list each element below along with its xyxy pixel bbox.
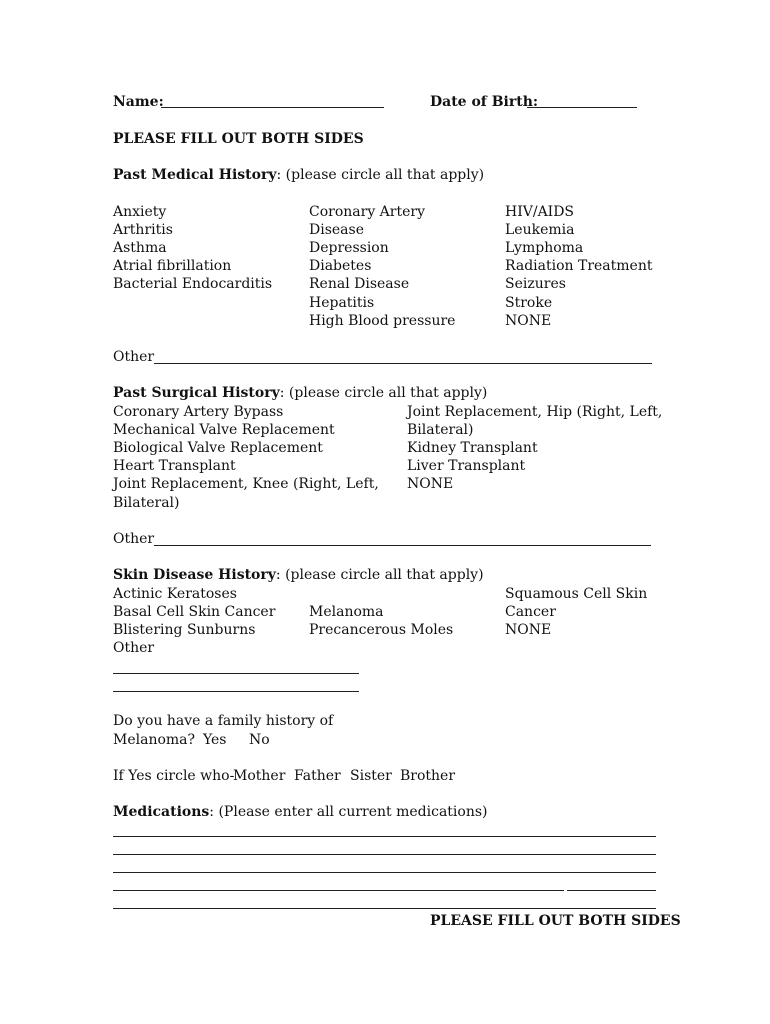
family-who-sister[interactable]: Sister — [350, 768, 392, 784]
skin-heading — [113, 566, 484, 584]
medical-option[interactable]: Lymphoma — [505, 240, 584, 256]
medical-option[interactable]: High Blood pressure — [309, 313, 456, 329]
surgical-option-continued[interactable]: Bilateral) — [407, 422, 474, 438]
family-no-option[interactable]: No — [249, 732, 270, 748]
family-question-line2: Melanoma? — [113, 732, 196, 748]
surgical-title: Past Surgical History — [113, 385, 280, 401]
family-who-father[interactable]: Father — [294, 768, 341, 784]
family-yes-option[interactable]: Yes — [203, 732, 227, 748]
skin-option[interactable]: Basal Cell Skin Cancer — [113, 604, 276, 620]
medical-option[interactable]: Radiation Treatment — [505, 258, 653, 274]
surgical-option-continued[interactable]: Bilateral) — [113, 495, 180, 511]
medical-heading — [113, 166, 484, 184]
surgical-option[interactable]: Joint Replacement, Hip (Right, Left, — [407, 404, 663, 420]
skin-other-field-1[interactable] — [113, 673, 359, 674]
medications-line-1[interactable] — [113, 836, 656, 837]
medical-option[interactable]: NONE — [505, 313, 552, 329]
surgical-option[interactable]: Joint Replacement, Knee (Right, Left, — [113, 476, 379, 492]
skin-option[interactable]: Melanoma — [309, 604, 384, 620]
medical-other-field[interactable] — [154, 363, 652, 364]
medications-line-2[interactable] — [113, 854, 656, 855]
skin-other-label: Other — [113, 640, 155, 656]
skin-option[interactable]: Precancerous Moles — [309, 622, 454, 638]
medical-option[interactable]: Depression — [309, 240, 389, 256]
surgical-heading — [113, 384, 487, 402]
medical-option[interactable]: Atrial fibrillation — [113, 258, 232, 274]
medications-instruction: : (Please enter all current medications) — [209, 804, 488, 820]
medical-option[interactable]: Leukemia — [505, 222, 575, 238]
family-question: Do you have a family history of — [113, 713, 334, 729]
skin-option[interactable]: NONE — [505, 622, 552, 638]
surgical-other-label: Other — [113, 531, 155, 547]
surgical-other-field[interactable] — [154, 545, 651, 546]
medical-option[interactable]: Seizures — [505, 276, 566, 292]
medications-heading — [113, 803, 488, 821]
family-who-mother[interactable]: Mother — [233, 768, 286, 784]
skin-option[interactable]: Actinic Keratoses — [113, 586, 237, 602]
family-who-label: If Yes circle who- — [113, 768, 235, 784]
surgical-option[interactable]: Coronary Artery Bypass — [113, 404, 284, 420]
medical-option[interactable]: Diabetes — [309, 258, 372, 274]
dob-field[interactable] — [527, 107, 637, 108]
medical-option[interactable]: Stroke — [505, 295, 553, 311]
medical-option[interactable]: Hepatitis — [309, 295, 375, 311]
surgical-option[interactable]: Liver Transplant — [407, 458, 526, 474]
skin-option[interactable]: Squamous Cell Skin — [505, 586, 648, 602]
notice-bottom: PLEASE FILL OUT BOTH SIDES — [430, 913, 681, 929]
surgical-option[interactable]: Biological Valve Replacement — [113, 440, 323, 456]
medical-instruction: : (please circle all that apply) — [276, 167, 485, 183]
skin-instruction: : (please circle all that apply) — [275, 567, 484, 583]
name-field[interactable] — [161, 107, 384, 108]
family-who-brother[interactable]: Brother — [400, 768, 456, 784]
surgical-option[interactable]: Heart Transplant — [113, 458, 236, 474]
skin-option-continued[interactable]: Cancer — [505, 604, 556, 620]
medical-option[interactable]: Coronary Artery — [309, 204, 425, 220]
name-label: Name: — [113, 94, 164, 110]
medical-option[interactable]: Arthritis — [113, 222, 173, 238]
medications-line-4a[interactable] — [113, 890, 564, 891]
medications-line-4b[interactable] — [567, 890, 656, 891]
medical-option[interactable]: Anxiety — [113, 204, 167, 220]
medical-title: Past Medical History — [113, 167, 277, 183]
notice-top: PLEASE FILL OUT BOTH SIDES — [113, 131, 364, 147]
surgical-instruction: : (please circle all that apply) — [279, 385, 488, 401]
medical-other-label: Other — [113, 349, 155, 365]
medications-line-3[interactable] — [113, 872, 656, 873]
medications-title: Medications — [113, 804, 210, 820]
medical-option[interactable]: Asthma — [113, 240, 167, 256]
medical-option[interactable]: Renal Disease — [309, 276, 410, 292]
medications-line-5[interactable] — [113, 908, 656, 909]
medical-option[interactable]: Disease — [309, 222, 364, 238]
skin-title: Skin Disease History — [113, 567, 276, 583]
skin-option[interactable]: Blistering Sunburns — [113, 622, 256, 638]
skin-other-field-2[interactable] — [113, 691, 359, 692]
surgical-option[interactable]: Kidney Transplant — [407, 440, 538, 456]
medical-option[interactable]: Bacterial Endocarditis — [113, 276, 273, 292]
surgical-option[interactable]: NONE — [407, 476, 454, 492]
medical-option[interactable]: HIV/AIDS — [505, 204, 575, 220]
surgical-option[interactable]: Mechanical Valve Replacement — [113, 422, 335, 438]
dob-label: Date of Birth: — [430, 94, 539, 110]
